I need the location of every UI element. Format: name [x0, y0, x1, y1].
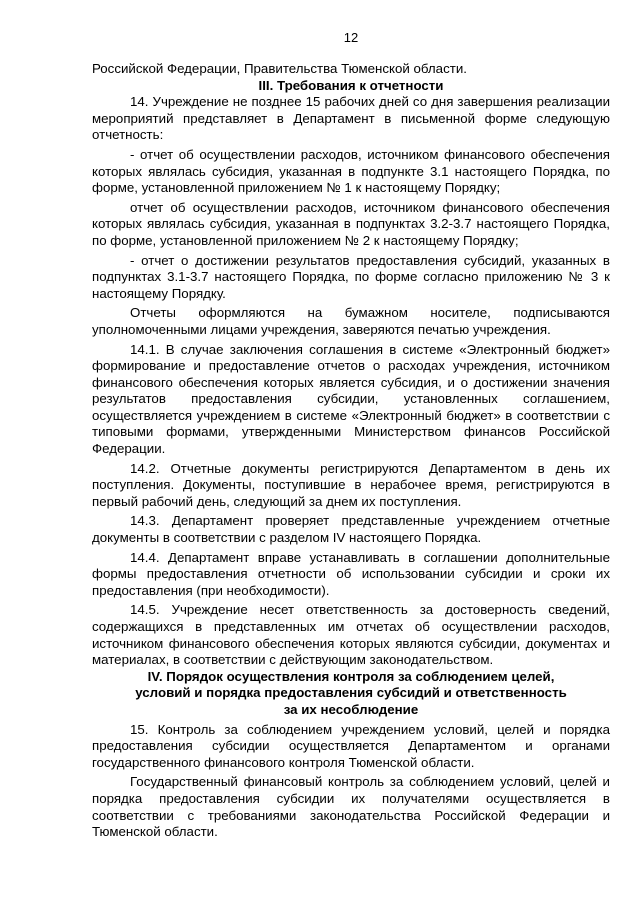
- paragraph-15-state-control: Государственный финансовый контроль за соблюдением условий, целей и порядка предоставления субсидии их получателями осуществляется в соответствии с требованиями законодательства Российской Федерации и Тюменской области.: [92, 774, 610, 840]
- section-4-heading-line-1: IV. Порядок осуществления контроля за соблюдением целей,: [147, 668, 555, 684]
- paragraph-14-1: 14.1. В случае заключения соглашения в системе «Электронный бюджет» формирование и предоставление отчетов о расходах учреждения, источником финансового обеспечения которых является субсидия, и о достижении значения результатов предоставления субсидии, установленных соглашением, осуществляется учреждением в системе «Электронный бюджет» в соответствии с типовыми формами, утвержденными Министерством финансов Российской Федерации.: [92, 341, 610, 457]
- paragraph-14-5: 14.5. Учреждение несет ответственность за достоверность сведений, содержащихся в представленных им отчетах об осуществлении расходов, источником финансового обеспечения которых являются субсидии, документах и материалах, в соответствии с действующим законодательством.: [92, 602, 610, 668]
- paragraph-14-item-1: - отчет об осуществлении расходов, источником финансового обеспечения которых являлась субсидия, указанная в подпункте 3.1 настоящего Порядка, по форме, установленной приложением № 1 к настоящему Порядку;: [92, 146, 610, 196]
- paragraph-14-item-3: - отчет о достижении результатов предоставления субсидий, указанных в подпунктах 3.1-3.7 настоящего Порядка, по форме согласно приложению № 3 к настоящему Порядку.: [92, 252, 610, 301]
- paragraph-14-4: 14.4. Департамент вправе устанавливать в соглашении дополнительные формы предоставления отчетности об использовании субсидии и сроки их предоставления (при необходимости).: [92, 549, 610, 598]
- section-4-heading-line-2: условий и порядка предоставления субсидий и ответственность: [135, 685, 567, 701]
- paragraph-14-reports: Отчеты оформляются на бумажном носителе, подписываются уполномоченными лицами учреждения, заверяются печатью учреждения.: [92, 305, 610, 337]
- paragraph-14-2: 14.2. Отчетные документы регистрируются Департаментом в день их поступления. Документы, поступившие в нерабочее время, регистрируются в первый рабочий день, следующий за днем их поступления.: [92, 460, 610, 509]
- page-number: 12: [343, 30, 359, 45]
- paragraph-14-item-2: отчет об осуществлении расходов, источником финансового обеспечения которых являлась субсидия, указанная в подпунктах 3.2-3.7 настоящего Порядка, по форме, установленной приложением № 2 к настоящему Порядку;: [92, 199, 610, 248]
- paragraph-15: 15. Контроль за соблюдением учреждением условий, целей и порядка предоставления субсидии осуществляется Департаментом и органами государственного финансового контроля Тюменской области.: [92, 721, 610, 770]
- paragraph-14: 14. Учреждение не позднее 15 рабочих дней со дня завершения реализации мероприятий представляет в Департамент в письменной форме следующую отчетность:: [92, 94, 610, 143]
- paragraph-opening: Российской Федерации, Правительства Тюменской области.: [92, 61, 467, 76]
- paragraph-14-3: 14.3. Департамент проверяет представленные учреждением отчетные документы в соответствии с разделом IV настоящего Порядка.: [92, 513, 610, 546]
- document-body: [92, 61, 610, 841]
- section-3-heading: III. Требования к отчетности: [258, 77, 444, 93]
- section-4-heading-line-3: за их несоблюдение: [283, 701, 419, 717]
